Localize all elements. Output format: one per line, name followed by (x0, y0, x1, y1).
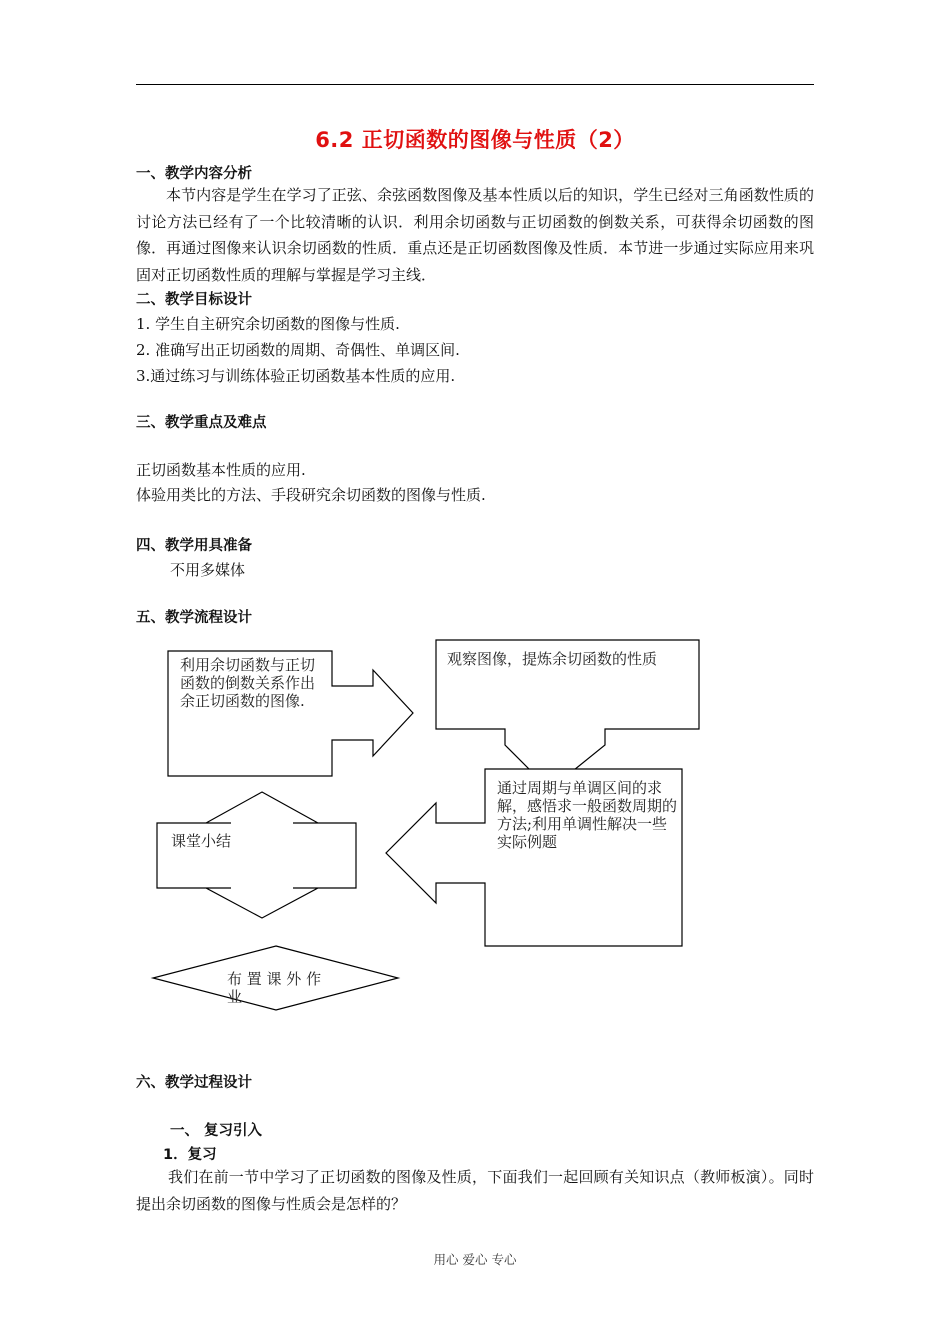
objective-item: 3.通过练习与训练体验正切函数基本性质的应用. (136, 367, 456, 385)
key-point-item: 体验用类比的方法、手段研究余切函数的图像与性质. (136, 486, 486, 504)
flow-box5-text: 布 置 课 外 作 业 (227, 970, 322, 1006)
objective-item: 2. 准确写出正切函数的周期、奇偶性、单调区间. (136, 341, 460, 359)
subsection-review: 1．复习 (163, 1147, 217, 1163)
section-heading-tools: 四、教学用具准备 (136, 538, 252, 554)
tools-body: 不用多媒体 (170, 561, 246, 579)
flow-box3-text: 通过周期与单调区间的求解，感悟求一般函数周期的方法;利用单调性解决一些实际例题 (497, 779, 678, 851)
flow-box-summary (157, 792, 356, 918)
section-heading-objectives: 二、教学目标设计 (136, 292, 252, 308)
section-heading-key-points: 三、教学重点及难点 (136, 415, 267, 431)
flow-box2-text: 观察图像，提炼余切函数的性质 (447, 650, 658, 668)
page-title: 6.2 正切函数的图像与性质（2） (315, 128, 635, 152)
section-heading-flow: 五、教学流程设计 (136, 610, 252, 626)
page-footer: 用心 爱心 专心 (433, 1252, 517, 1267)
flow-box4-text: 课堂小结 (171, 832, 232, 850)
section-heading-content-analysis: 一、教学内容分析 (136, 166, 252, 182)
section-body-content-analysis: 本节内容是学生在学习了正弦、余弦函数图像及基本性质以后的知识，学生已经对三角函数性质的讨论方法已经有了一个比较清晰的认识．利用余切函数与正切函数的倒数关系，可获得余切函数的图像．再通过图像来认识余切函数的性质．重点还是正切函数图像及性质．本节进一步通过实际应用来巩固对正切函数性质的理解与掌握是学习主线． (136, 186, 814, 284)
objective-item: 1. 学生自主研究余切函数的图像与性质. (136, 315, 400, 333)
key-point-item: 正切函数基本性质的应用. (136, 461, 306, 479)
review-body: 我们在前一节中学习了正切函数的图像及性质，下面我们一起回顾有关知识点（教师板演）。同时提出余切函数的图像与性质会是怎样的？ (136, 1168, 814, 1213)
section-heading-process: 六、教学过程设计 (136, 1075, 252, 1091)
flow-box1-text: 利用余切函数与正切函数的倒数关系作出余正切函数的图像. (180, 656, 316, 710)
subsection-review-intro: 一、 复习引入 (170, 1123, 263, 1139)
